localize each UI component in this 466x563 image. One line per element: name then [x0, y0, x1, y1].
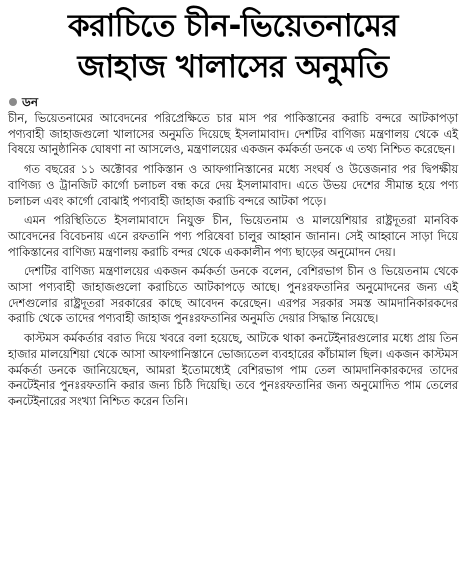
paragraph-4: দেশটির বাণিজ্য মন্ত্রণালয়ের একজন কর্মকর্তা ডনকে বলেন, বেশিরভাগ চীন ও ভিয়েতনাম থেকে আসা পণ্যবাহী জাহাজগুলো করাচিতে আটকাপড়ে আছে। পুনঃরফতানির অনুমোদনের জন্য এই দেশগুলোর রাষ্ট্রদূতরা সরকারের কাছে আবেদন করেছেন। এরপর সরকার সমস্ত আমদানিকারকদের করাচি থেকে তাদের পণ্যবাহী জাহাজ পুনঃরফতানির অনুমতি দেয়ার সিদ্ধান্ত নিয়েছে।: [8, 264, 458, 326]
paragraph-3: এমন পরিস্থিতিতে ইসলামাবাদে নিযুক্ত চীন, ভিয়েতনাম ও মালয়েশিয়ার রাষ্ট্রদূতরা মানবিক আবেদনের বিবেচনায় এনে রফতানি পণ্য পরিষেবা চালুর আহ্বান জানান। সেই আহ্বানে সাড়া দিয়ে পাকিস্তানের বাণিজ্য মন্ত্রণালয় করাচি বন্দর থেকে এককালীন পণ্য ছাড়ের অনুমোদন দেয়।: [8, 213, 458, 259]
headline-line-1: করাচিতে চীন-ভিয়েতনামের: [68, 8, 398, 44]
bullet-dot-icon: [9, 98, 17, 106]
article-body: [8, 111, 458, 410]
byline-source: ডন: [22, 95, 38, 109]
paragraph-5: কাস্টমস কর্মকর্তার বরাত দিয়ে খবরে বলা হয়েছে, আটকে থাকা কনটেইনারগুলোর মধ্যে প্রায় তিন হাজার মালয়েশিয়া থেকে আসা আফগানিস্তানে ভোজ্যতেল ব্যবহারের কাঁচামাল ছিল। একজন কাস্টমস কর্মকর্তা ডনকে জানিয়েছেন, আমরা ইতোমধ্যেই বেশিরভাগ পাম তেল আমদানিকারকদের তাদের কনটেইনার পুনঃরফতানি করার জন্য চিঠি দিয়েছি। তবে পুনঃরফতানির জন্য অনুমোদিত পাম তেলের কনটেইনারের সংখ্যা নিশ্চিত করেন তিনি।: [8, 331, 458, 408]
paragraph-2: গত বছরের ১১ অক্টোবর পাকিস্তান ও আফগানিস্তানের মধ্যে সংঘর্ষ ও উত্তেজনার পর দ্বিপক্ষীয় বাণিজ্য ও ট্রানজিট কার্গো চলাচল বন্ধ করে দেয় ইসলামাবাদ। এতে উভয় দেশের সীমান্ত হয়ে পণ্য চলাচল এবং কার্গো বোঝাই পণ্যবাহী জাহাজ করাচি বন্দরে আটকা পড়ে।: [8, 162, 458, 208]
headline-line-2: জাহাজ খালাসের অনুমতি: [77, 49, 389, 85]
paragraph-1: চীন, ভিয়েতনামের আবেদনের পরিপ্রেক্ষিতে চার মাস পর পাকিস্তানের করাচি বন্দরে আটকাপড়া পণ্যবাহী জাহাজগুলো খালাসের অনুমতি দিয়েছে ইসলামাবাদ। দেশটির বাণিজ্য মন্ত্রণালয় থেকে এই বিষয়ে আনুষ্ঠানিক ঘোষণা না আসলেও, মন্ত্রণালয়ের একজন কর্মকর্তা ডনকে এ তথ্য নিশ্চিত করেছেন।: [8, 111, 458, 157]
byline: [9, 94, 458, 110]
headline: [8, 6, 458, 88]
